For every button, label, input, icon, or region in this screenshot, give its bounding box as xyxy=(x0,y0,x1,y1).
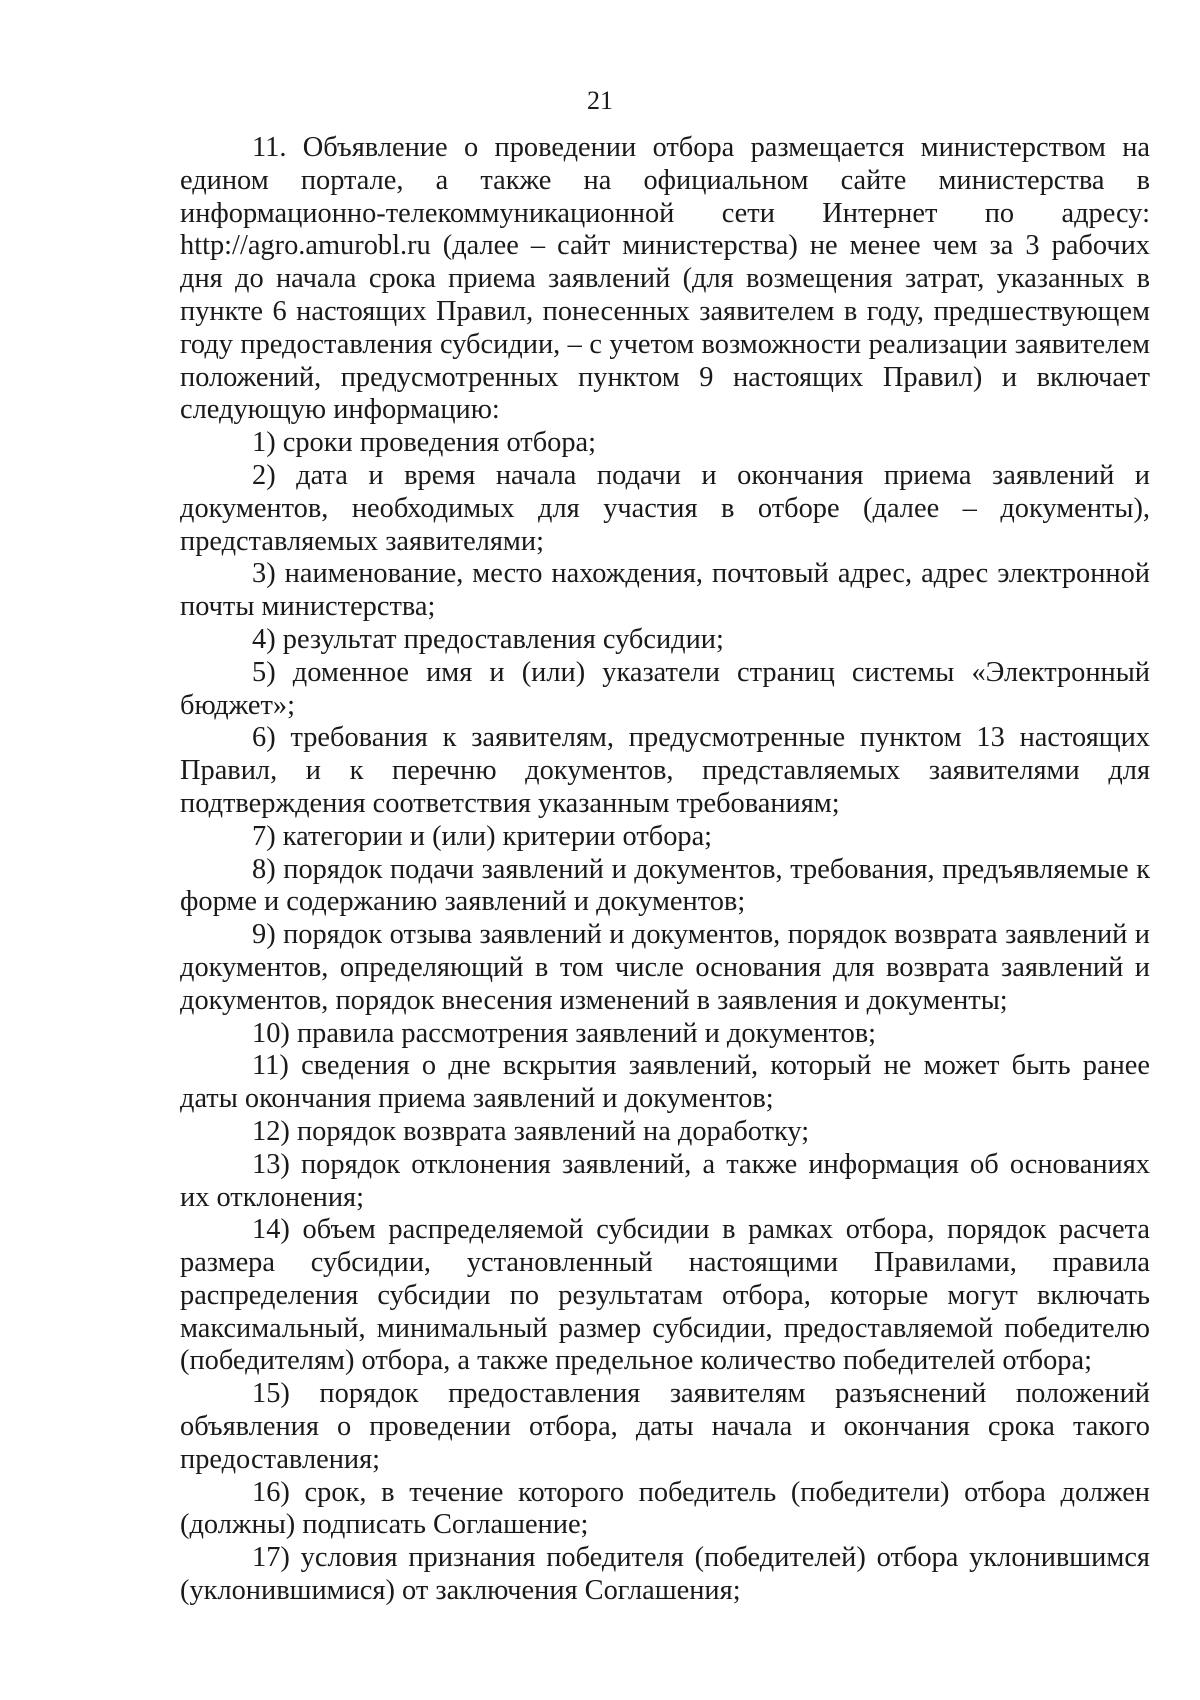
list-item-12: 12) порядок возврата заявлений на доработку; xyxy=(252,1115,810,1147)
list-item-14: 14) объем распределяемой субсидии в рамках отбора, порядок расчета размера субсидии, установленный настоящими Правилами, правила распределения субсидии по результатам отбора, которые могут включать максимальный, минимальный размер субсидии, предоставляемой победителю (победителям) отбора, а также предельное количество победителей отбора; xyxy=(180,1214,1150,1377)
list-item-11: 11) сведения о дне вскрытия заявлений, который не может быть ранее даты окончания приема заявлений и документов; xyxy=(180,1050,1150,1115)
paragraph-11-announcement: 11. Объявление о проведении отбора размещается министерством на едином портале, а также на официальном сайте министерства в информационно-телекоммуникационной сети Интернет по адресу: http://agro.amurobl.ru (далее – сайт министерства) не менее чем за 3 рабочих дня до начала срока приема заявлений (для возмещения затрат, указанных в пункте 6 настоящих Правил, понесенных заявителем в году, предшествующем году предоставления субсидии, – с учетом возможности реализации заявителем положений, предусмотренных пунктом 9 настоящих Правил) и включает следующую информацию: xyxy=(180,132,1150,426)
list-item-7: 7) категории и (или) критерии отбора; xyxy=(252,820,713,852)
list-item-13: 13) порядок отклонения заявлений, а также информация об основаниях их отклонения; xyxy=(180,1148,1150,1213)
list-item-9: 9) порядок отзыва заявлений и документов, порядок возврата заявлений и документов, определяющий в том числе основания для возврата заявлений и документов, порядок внесения изменений в заявления и документы; xyxy=(180,919,1150,1016)
list-item-6: 6) требования к заявителям, предусмотренные пунктом 13 настоящих Правил, и к перечню документов, представляемых заявителями для подтверждения соответствия указанным требованиям; xyxy=(180,722,1150,819)
list-item-8: 8) порядок подачи заявлений и документов, требования, предъявляемые к форме и содержанию заявлений и документов; xyxy=(180,853,1150,918)
list-item-16: 16) срок, в течение которого победитель (победители) отбора должен (должны) подписать Соглашение; xyxy=(180,1476,1150,1541)
list-item-2: 2) дата и время начала подачи и окончания приема заявлений и документов, необходимых для участия в отборе (далее – документы), представляемых заявителями; xyxy=(180,459,1150,557)
list-item-5: 5) доменное имя и (или) указатели страниц системы «Электронный бюджет»; xyxy=(180,656,1150,721)
list-item-4: 4) результат предоставления субсидии; xyxy=(252,623,724,655)
list-item-1: 1) сроки проведения отбора; xyxy=(252,427,597,459)
document-body xyxy=(180,132,1150,1608)
list-item-10: 10) правила рассмотрения заявлений и документов; xyxy=(252,1017,877,1049)
list-item-15: 15) порядок предоставления заявителям разъяснений положений объявления о проведении отбора, даты начала и окончания срока такого предоставления; xyxy=(180,1378,1150,1475)
list-item-3: 3) наименование, место нахождения, почтовый адрес, адрес электронной почты министерства; xyxy=(180,558,1150,623)
page-number: 21 xyxy=(587,86,613,115)
list-item-17: 17) условия признания победителя (победителей) отбора уклонившимся (уклонившимися) от заключения Соглашения; xyxy=(180,1542,1150,1607)
